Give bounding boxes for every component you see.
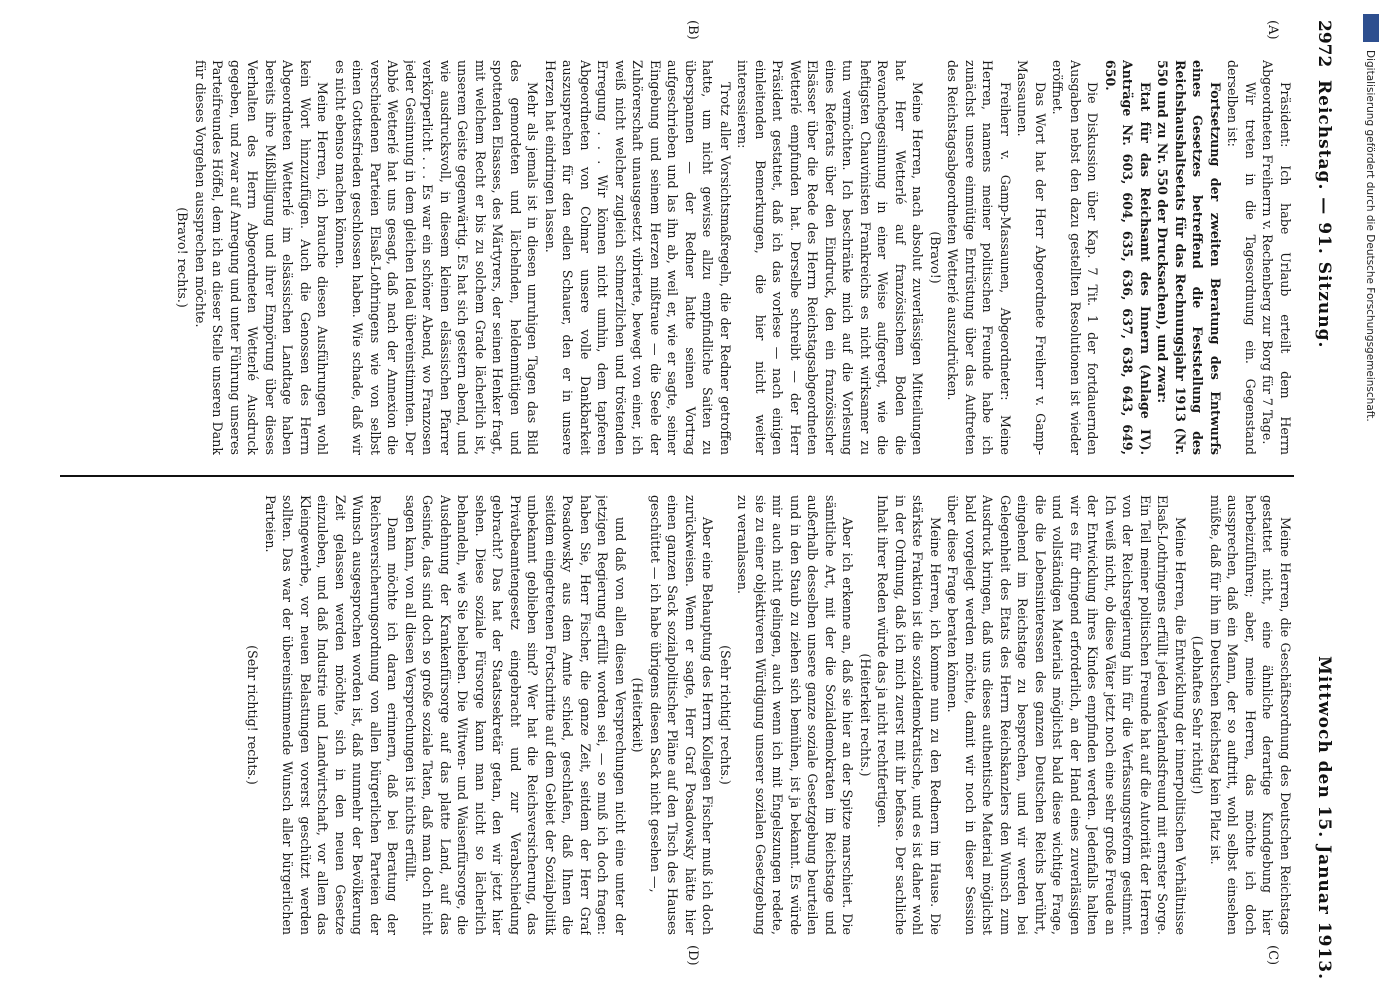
interjection: (Sehr richtig! rechts.) [718,645,733,785]
dfg-imprint [1362,10,1380,995]
interjection: (Heiterkeit rechts.) [858,653,873,777]
interjection: (Heiterkeit) [630,677,646,753]
margin-marker-d: (D) [685,945,700,966]
paragraph: Meine Herren, ich komme nun zu den Rednern im Hause. Die stärkste Fraktion ist die sozialdemokratische, und es ist daher wohl in der Ordnung, daß ich mich zuerst mit ihr befasse. Der sachliche Inhalt ihrer Reden würde das ja nicht rechtfertigen. [875,495,943,935]
column-divider [60,475,1294,477]
paragraph: Meine Herren, die Geschäftsordnung des Deutschen Reichstags gestattet nicht, eine ähnliche derartige Kundgebung hier herbeizuführen; aber, meine Herren, das möchte ich doch aussprechen, daß ein Mann, der so auftritt, wohl selbst einsehen müßte, daß für ihn im Deutschen Reichstag kein Platz ist. [1208,495,1293,935]
paragraph: Trotz aller Vorsichtsmaßregeln, die der Redner getroffen hatte, um nicht gewisse allzu empfindliche Saiten zu überspannen — der Redner hatte seinen Vortrag aufgeschrieben und las ihn ab, weil er, wie er sagte, seiner Eingebung und seinem Herzen mißtraue — die Seele der Zuhörerschaft unausgesetzt vibrierte, bewegt von einer, ich weiß nicht welcher zugleich schmerzlichen und tröstenden Erregung . . . Wir können nicht umhin, dem tapferen Abgeordneten von Colmar unsere volle Dankbarkeit auszusprechen für den edlen Schauer, den er in unsere Herzen hat eindringen lassen. [543,60,733,455]
interjection: (Sehr richtig! rechts.) [245,645,261,785]
right-column [60,495,1294,935]
paragraph: Aber eine Behauptung des Herrn Kollegen Fischer muß ich doch zurückweisen. Wenn er sagte, Herr Graf Posadowsky hätte hier einen ganzen Sack sozialpolitischer Pläne auf den Tisch des Hauses geschüttet — ich habe übrigens diesen Sack nicht gesehen —, [648,495,716,935]
paragraph: Etat für das Reichsamt des Innern (Anlage IV). Anträge Nr. 603, 604, 635, 636, 637, 638, 643, 649, 650. [1103,60,1153,455]
paragraph: Das Wort hat der Herr Abgeordnete Freiherr v. Gamp-Massaunen. [1015,60,1048,455]
paragraph: Meine Herren, ich brauche diesen Ausführungen wohl kein Wort hinzuzufügen. Auch die Genossen des Herrn Abgeordneten Wetterlé im elsässischen Landtage haben bereits ihre Mißbilligung und ihrer Empörung über dieses Verhalten des Herrn Abgeordneten Wetterlé Ausdruck gegeben, und zwar auf Anregung und unter Führung unseres Parteifreundes Höffel, dem ich an dieser Stelle unseren Dank für dieses Vorgehen aussprechen möchte. [193,60,331,455]
paragraph: Aber ich erkenne an, daß sie hier an der Spitze marschiert. Die sämtliche Art, mit der die Sozialdemokraten im Reichstage und außerhalb desselben unsere ganze soziale Gesetzgebung beurteilen und in den Staub zu ziehen sich bemühen, ist ja bekannt. Es würde mir auch nicht gelingen, auch wenn ich mit Engelszungen redete, sie zu einer objektiveren Würdigung unserer sozialen Gesetzgebung zu veranlassen. [735,495,856,935]
dfg-logo-icon [1363,14,1379,42]
imprint-text: Digitalisierung gefördert durch die Deutsche Forschungsgemeinschaft. [1364,50,1376,422]
paragraph: Dann möchte ich daran erinnern, daß bei Beratung der Reichsversicherungsordnung von allen bürgerlichen Parteien der Wunsch ausgesprochen worden ist, daß nunmehr der Bevölkerung Zeit gelassen werden möchte, sich in den neuen Gesetze einzuleben, und daß Industrie und Landwirtschaft, vor allem das Kleingewerbe, vor neuen Belastungen vorerst geschützt werden sollten. Das war der übereinstimmende Wunsch aller bürgerlichen Parteien. [263,495,401,935]
paragraph: und daß von allen diesen Versprechungen nicht eine unter der jetzigen Regierung erfüllt worden sei, — so muß ich doch fragen: haben Sie, Herr Fischer, die ganze Zeit, seitdem der Herr Graf Posadowsky aus dem Amte schied, geschlafen, daß Ihnen die seitdem eingetretenen Fortschritte auf dem Gebiet der Sozialpolitik unbekannt geblieben sind? Wer hat die Reichsversicherung, das Privatbeamtengesetz eingebracht und zur Verabschiedung gebracht? Das hat der Staatssekretär getan, den wir jetzt hier sehen. Diese soziale Fürsorge kann man nicht so lächerlich behandeln, wie Sie belieben. Die Witwen- und Waisenfürsorge, die Ausdehnung der Krankenfürsorge auf das platte Land, auf das Gesinde, das sind doch so große soziale Taten, daß man doch nicht sagen kann, von all diesen Versprechungen ist nichts erfüllt. [403,495,628,935]
session-date: Mittwoch den 15. Januar 1913. [1314,656,1334,980]
paragraph: Wir treten in die Tagesordnung ein. Gegenstand derselben ist: [1225,60,1258,455]
page-header [1300,20,1340,980]
paragraph: Die Diskussion über Kap. 7 Tit. 1 der fortdauernden Ausgaben nebst den dazu gestellten Resolutionen ist wieder eröffnet. [1050,60,1101,455]
paragraph: Freiherr v. Gamp-Massaunen, Abgeordneter: Meine Herren, namens meiner politischen Freunde habe ich zunächst unsere einmütige Entrüstung über das Auftreten des Reichstagsabgeordneten Wetterlé auszudrücken. [945,60,1013,455]
rotated-page [50,20,1340,980]
paragraph: Fortsetzung der zweiten Beratung des Entwurfs eines Gesetzes betreffend die Feststellung des Reichshaushaltsetats für das Rechnungsjahr 1913 (Nr. 550 und zu Nr. 550 der Drucksachen), und zwar: [1155,60,1223,455]
interjection: (Bravo! rechts.) [175,207,191,308]
session-title: Reichstag. — 91. Sitzung. [1314,80,1334,349]
paragraph: Meine Herren, die Entwicklung der innerpolitischen Verhältnisse Elsaß-Lothringens erfüllt jeden Vaterlandsfreund mit ernster Sorge. Ein Teil meiner politischen Freunde hat auf die Autorität der Herren von der Reichsregierung hin für die Verfassungsreform gestimmt. Ich weiß nicht, ob diese Väter jetzt noch eine sehr große Freude an der Entwicklung ihres Kindes empfinden werden. Jedenfalls halten wir es für dringend erforderlich, an der Hand eines zuverlässigen und vollständigen Materials möglichst bald diese wichtige Frage, die die Lebensinteressen des ganzen Deutschen Reichs berührt, eingehend im Reichstage zu besprechen, und wir werden bei Gelegenheit des Etats des Herrn Reichskanzlers den Wunsch zum Ausdruck bringen, daß uns dieses authentische Material möglichst bald vorgelegt werden möchte, damit wir noch in dieser Session über diese Frage beraten können. [945,495,1188,935]
interjection: (Bravo!) [928,231,943,284]
left-column [60,60,1294,455]
paragraph: Präsident: Ich habe Urlaub erteilt dem Herrn Abgeordneten Freiherrn v. Rechenberg zur Borg für 7 Tage. [1260,60,1293,455]
paragraph: Meine Herren, nach absolut zuverlässigen Mitteilungen hat Herr Wetterlé auf französischem Boden die Revanchegesinnung in einer Weise aufgeregt, wie die heftigsten Chauvinisten Frankreichs es nicht wirksamer zu tun vermöchten. Ich beschränke mich auf die Vorlesung eines Referats über den Eindruck, den ein französischer Elsässer über die Rede des Herrn Reichstagsabgeordneten Wetterlé empfunden hat. Derselbe schreibt — der Herr Präsident gestattet, daß ich das vorlese — nach einigen einleitenden Bemerkungen, die hier nicht weiter interessieren: [735,60,926,455]
margin-marker-c: (C) [1265,945,1280,966]
margin-marker-a: (A) [1265,20,1280,40]
page-number: 2972 [1314,20,1334,68]
interjection: (Lebhaftes Sehr richtig!) [1190,635,1206,795]
paragraph: Mehr als jemals ist in diesen unruhigen Tagen das Bild des gemordeten und lächelnden, heldenmütigen und spottenden Elsasses, des Märtyrers, der seinen Henker fragt, mit welchem Recht er bis zu solchem Grade lächerlich ist, unserem Geiste gegenwärtig. Es hat sich gestern abend, und wie ausdrucksvoll, in diesem kleinen elsässischen Pfarrer verkörperlicht . . . Es war ein schöner Abend, wo Franzosen jeder Gesinnung in dem gleichen Ideal übereinstimmten. Der Abbé Wetterlé hat uns gesagt, daß nach der Annexion die verschiedenen Parteien Elsaß-Lothringens wie von selbst einen Gottesfrieden geschlossen haben. Wie schade, daß wir es nicht ebenso machen können. [333,60,541,455]
margin-marker-b: (B) [685,20,700,40]
